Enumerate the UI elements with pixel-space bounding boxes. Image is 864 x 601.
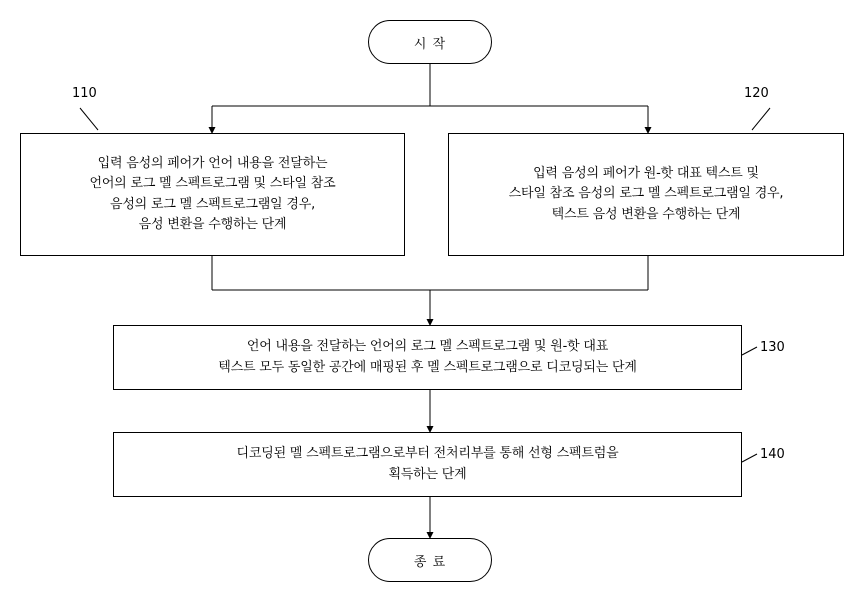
- node-start-label: 시 작: [413, 36, 447, 52]
- node-step-110: [20, 133, 405, 256]
- node-step-110-label: 입력 음성의 페어가 언어 내용을 전달하는 언어의 로그 멜 스펙트로그램 및 스타일 참조 음성의 로그 멜 스펙트로그램일 경우, 음성 변환을 수행하는 단계: [89, 156, 336, 232]
- node-step-120: [448, 133, 844, 256]
- reference-numeral-140: 140: [760, 447, 785, 462]
- reference-numeral-120: 120: [744, 86, 769, 101]
- node-step-140-label: 디코딩된 멜 스펙트로그램으로부터 전처리부를 통해 선형 스펙트럼을 획득하는 단계: [236, 446, 619, 482]
- node-end-label: 종 료: [413, 554, 447, 570]
- node-step-140: [113, 432, 742, 497]
- node-step-130: [113, 325, 742, 390]
- reference-numeral-110: 110: [72, 86, 97, 101]
- node-step-120-label: 입력 음성의 페어가 원-핫 대표 텍스트 및 스타일 참조 음성의 로그 멜 스펙트로그램일 경우, 텍스트 음성 변환을 수행하는 단계: [508, 166, 784, 222]
- node-end: [368, 538, 492, 582]
- reference-numeral-130: 130: [760, 340, 785, 355]
- node-step-130-label: 언어 내용을 전달하는 언어의 로그 멜 스펙트로그램 및 원-핫 대표 텍스트 모두 동일한 공간에 매핑된 후 멜 스펙트로그램으로 디코딩되는 단계: [218, 339, 637, 375]
- node-start: [368, 20, 492, 64]
